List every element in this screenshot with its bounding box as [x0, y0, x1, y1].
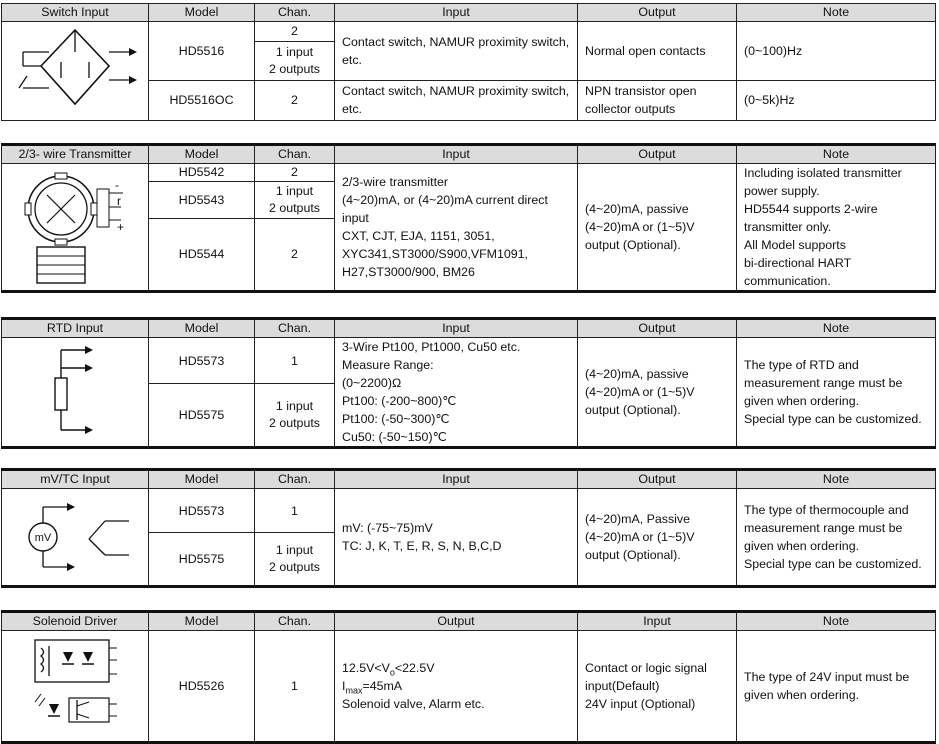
header-note: Note [737, 470, 936, 489]
note-cell: (0~100)Hz [737, 22, 936, 81]
output-cell: (4~20)mA, Passive (4~20)mA or (1~5)V output (Optional). [578, 489, 737, 587]
output-cell: NPN transistor open collector outputs [578, 80, 737, 120]
switch-input-table [1, 3, 935, 121]
input-cell: 3-Wire Pt100, Pt1000, Cu50 etc. Measure Range: (0~2200)Ω Pt100: (-200~800)℃ Pt100: (-50~300)℃ Cu50: (-50~150)℃ [335, 338, 578, 448]
model-cell: HD5542 [149, 164, 255, 182]
header-input: Input [578, 612, 737, 631]
header-chan: Chan. [255, 470, 335, 489]
header-output: Output [578, 4, 737, 22]
chan-cell: 1 input 2 outputs [255, 533, 335, 587]
note-cell: The type of RTD and measurement range must be given when ordering. Special type can be customized. [737, 338, 936, 448]
header-input: Input [335, 145, 578, 164]
model-cell: HD5575 [149, 533, 255, 587]
header-output: Output [578, 145, 737, 164]
header-chan: Chan. [255, 319, 335, 338]
header-input: Input [335, 4, 578, 22]
output-current-max: $I_{max}=45mA$ [342, 679, 403, 696]
input-cell: Contact switch, NAMUR proximity switch, etc. [335, 80, 578, 120]
header-section: Solenoid Driver [2, 612, 149, 631]
chan-cell: 1 [255, 338, 335, 384]
note-cell: The type of thermocouple and measurement range must be given when ordering. Special type can be customized. [737, 489, 936, 587]
output-cell [335, 631, 578, 743]
transmitter-table [1, 143, 935, 293]
input-cell: mV: (-75~75)mV TC: J, K, T, E, R, S, N, B,C,D [335, 489, 578, 587]
header-note: Note [737, 319, 936, 338]
svg-text:+: + [117, 220, 125, 234]
output-cell: (4~20)mA, passive (4~20)mA or (1~5)V output (Optional). [578, 164, 737, 292]
model-cell: HD5544 [149, 218, 255, 291]
chan-cell: 1 input 2 outputs [255, 384, 335, 448]
header-section: 2/3- wire Transmitter [2, 145, 149, 164]
model-cell: HD5516 [149, 22, 255, 81]
chan-cell: 2 [255, 80, 335, 120]
rtd-table [1, 317, 935, 449]
output-cell: Normal open contacts [578, 22, 737, 81]
header-model: Model [149, 145, 255, 164]
input-cell: 2/3-wire transmitter (4~20)mA, or (4~20)mA current direct input CXT, CJT, EJA, 1151, 3051, XYC341,ST3000/S900,VFM1091, H27,ST3000/900, BM26 [335, 164, 578, 292]
model-cell: HD5573 [149, 338, 255, 384]
header-output: Output [578, 470, 737, 489]
note-cell: Including isolated transmitter power supply. HD5544 supports 2-wire transmitter only. All Model supports bi-directional HART communication. [737, 164, 936, 292]
header-input: Input [335, 319, 578, 338]
switch-diagram-icon [2, 22, 149, 121]
input-cell: Contact switch, NAMUR proximity switch, etc. [335, 22, 578, 81]
header-section: mV/TC Input [2, 470, 149, 489]
input-cell: Contact or logic signal input(Default) 24V input (Optional) [578, 631, 737, 743]
rtd-resistor-icon [2, 338, 149, 448]
transmitter-icon [2, 164, 149, 292]
header-output: Output [335, 612, 578, 631]
note-cell: The type of 24V input must be given when ordering. [737, 631, 936, 743]
output-cell: (4~20)mA, passive (4~20)mA or (1~5)V output (Optional). [578, 338, 737, 448]
model-cell: HD5543 [149, 181, 255, 218]
mv-tc-icon [2, 489, 149, 587]
chan-cell: 1 [255, 489, 335, 533]
chan-cell: 2 [255, 22, 335, 42]
model-cell: HD5573 [149, 489, 255, 533]
header-output: Output [578, 319, 737, 338]
header-chan: Chan. [255, 612, 335, 631]
header-note: Note [737, 4, 936, 22]
note-cell: (0~5k)Hz [737, 80, 936, 120]
model-cell: HD5575 [149, 384, 255, 448]
output-voltage-range: $12.5V<V_o<22.5V$ [342, 661, 435, 678]
header-input: Input [335, 470, 578, 489]
mv-source-label: mV [34, 532, 52, 544]
svg-text:r: r [117, 194, 121, 208]
header-note: Note [737, 145, 936, 164]
chan-cell: 2 [255, 218, 335, 291]
chan-cell: 1 input 2 outputs [255, 41, 335, 80]
chan-cell: 1 [255, 631, 335, 743]
header-model: Model [149, 612, 255, 631]
header-model: Model [149, 470, 255, 489]
header-section: RTD Input [2, 319, 149, 338]
mvtc-table [1, 468, 935, 588]
solenoid-driver-icon [2, 631, 149, 743]
chan-cell: 1 input 2 outputs [255, 181, 335, 218]
header-model: Model [149, 4, 255, 22]
svg-text:-: - [115, 178, 119, 192]
header-model: Model [149, 319, 255, 338]
chan-cell: 2 [255, 164, 335, 182]
header-section: Switch Input [2, 4, 149, 22]
header-chan: Chan. [255, 4, 335, 22]
model-cell: HD5516OC [149, 80, 255, 120]
header-note: Note [737, 612, 936, 631]
header-chan: Chan. [255, 145, 335, 164]
output-application: Solenoid valve, Alarm etc. [342, 697, 485, 711]
solenoid-table [1, 610, 935, 744]
model-cell: HD5526 [149, 631, 255, 743]
